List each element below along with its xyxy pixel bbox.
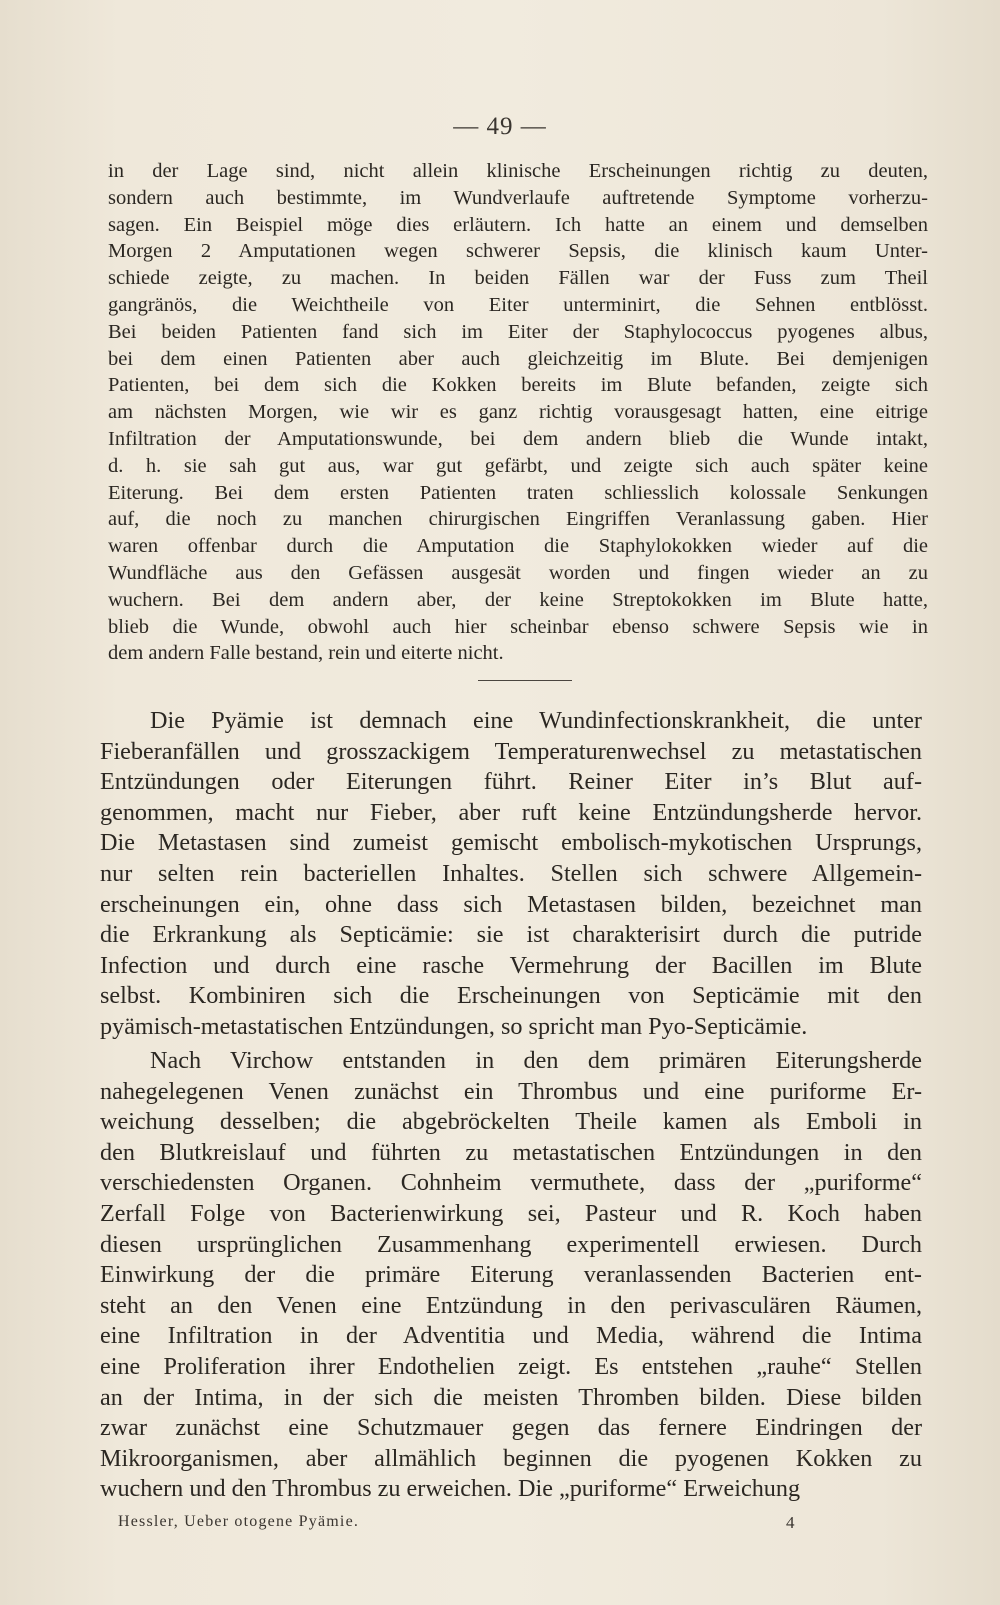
page-number: — 49 — (453, 113, 547, 140)
text-line: Die Pyämie ist demnach eine Wundinfectionskrankheit, die unter (150, 707, 922, 734)
text-line: waren offenbar durch die Amputation die Staphylokokken wieder auf die (108, 535, 928, 558)
text-line: am nächsten Morgen, wie wir es ganz richtig vorausgesagt hatten, eine eitrige (108, 401, 928, 424)
text-line: sagen. Ein Beispiel möge dies erläutern. Ich hatte an einem und demselben (108, 213, 928, 236)
paragraph-virchow-theory (100, 1046, 922, 1505)
text-line: diesen ursprünglichen Zusammenhang experimentell erwiesen. Durch (100, 1230, 922, 1258)
text-line: Nach Virchow entstanden in den dem primären Eiterungsherde (150, 1047, 922, 1074)
text-line: den Blutkreislauf und führten zu metastatischen Entzündungen in den (100, 1138, 922, 1166)
paragraph-definition-pyaemie (100, 706, 922, 1043)
text-line: auf, die noch zu manchen chirurgischen Eingriffen Veranlassung gaben. Hier (108, 508, 928, 531)
text-line: eine Infiltration in der Adventitia und Media, während die Intima (100, 1322, 922, 1350)
text-line: in der Lage sind, nicht allein klinische Erscheinungen richtig zu deuten, (108, 160, 928, 182)
text-line: Die Metastasen sind zumeist gemischt embolisch-mykotischen Ursprungs, (100, 829, 922, 857)
text-line: Eiterung. Bei dem ersten Patienten traten schliesslich kolossale Senkungen (108, 481, 928, 504)
footer-author-title: Hessler, Ueber otogene Pyämie. (118, 1513, 360, 1530)
text-line: Bei beiden Patienten fand sich im Eiter der Staphylococcus pyogenes albus, (108, 320, 928, 343)
text-line: Einwirkung der die primäre Eiterung veranlassenden Bacterien ent- (100, 1261, 922, 1289)
paragraph-case-report (108, 158, 928, 667)
text-line: schiede zeigte, zu machen. In beiden Fällen war der Fuss zum Theil (108, 267, 928, 290)
text-line: blieb die Wunde, obwohl auch hier scheinbar ebenso schwere Sepsis wie in (108, 615, 928, 638)
text-line: Infiltration der Amputationswunde, bei dem andern blieb die Wunde intakt, (108, 427, 928, 450)
text-line: steht an den Venen eine Entzündung in den perivasculären Räumen, (100, 1291, 922, 1319)
text-line: genommen, macht nur Fieber, aber ruft keine Entzündungsherde hervor. (100, 798, 922, 826)
text-line: zwar zunächst eine Schutzmauer gegen das fernere Eindringen der (100, 1414, 922, 1442)
text-line: an der Intima, in der sich die meisten Thromben bilden. Diese bilden (100, 1383, 922, 1411)
text-line: bei dem einen Patienten aber auch gleichzeitig im Blute. Bei demjenigen (108, 347, 928, 370)
section-divider (478, 680, 572, 681)
text-line: eine Proliferation ihrer Endothelien zeigt. Es entstehen „rauhe“ Stellen (100, 1352, 922, 1380)
text-line: Zerfall Folge von Bacterienwirkung sei, Pasteur und R. Koch haben (100, 1199, 922, 1227)
text-line: Wundfläche aus den Gefässen ausgesät worden und fingen wieder an zu (108, 561, 928, 584)
text-line: d. h. sie sah gut aus, war gut gefärbt, und zeigte sich auch später keine (108, 454, 928, 477)
text-line: dem andern Falle bestand, rein und eiterte nicht. (108, 642, 504, 665)
text-line: pyämisch-metastatischen Entzündungen, so spricht man Pyo-Septicämie. (100, 1012, 808, 1040)
footer-signature-mark: 4 (786, 1513, 795, 1532)
text-line: Entzündungen oder Eiterungen führt. Reiner Eiter in’s Blut auf- (100, 768, 922, 796)
text-line: nur selten rein bacteriellen Inhaltes. Stellen sich schwere Allgemein- (100, 859, 922, 887)
text-line: Infection und durch eine rasche Vermehrung der Bacillen im Blute (100, 951, 922, 979)
text-line: erscheinungen ein, ohne dass sich Metastasen bilden, bezeichnet man (100, 890, 922, 918)
text-line: nahegelegenen Venen zunächst ein Thrombus und eine puriforme Er- (100, 1077, 922, 1105)
text-line: Mikroorganismen, aber allmählich beginnen die pyogenen Kokken zu (100, 1444, 922, 1472)
text-line: Fieberanfällen und grosszackigem Temperaturenwechsel zu metastatischen (100, 737, 922, 765)
text-line: wuchern. Bei dem andern aber, der keine Streptokokken im Blute hatte, (108, 588, 928, 611)
text-line: Morgen 2 Amputationen wegen schwerer Sepsis, die klinisch kaum Unter- (108, 240, 928, 263)
text-line: die Erkrankung als Septicämie: sie ist charakterisirt durch die putride (100, 921, 922, 949)
text-line: sondern auch bestimmte, im Wundverlaufe auftretende Symptome vorherzu- (108, 186, 928, 209)
text-line: wuchern und den Thrombus zu erweichen. Die „puriforme“ Erweichung (100, 1475, 801, 1503)
text-line: selbst. Kombiniren sich die Erscheinungen von Septicämie mit den (100, 982, 922, 1010)
text-line: gangränös, die Weichtheile von Eiter unterminirt, die Sehnen entblösst. (108, 293, 928, 316)
text-line: weichung desselben; die abgebröckelten Theile kamen als Emboli in (100, 1108, 922, 1136)
text-line: verschiedensten Organen. Cohnheim vermuthete, dass der „puriforme“ (100, 1169, 922, 1197)
text-line: Patienten, bei dem sich die Kokken bereits im Blute befanden, zeigte sich (108, 374, 928, 397)
